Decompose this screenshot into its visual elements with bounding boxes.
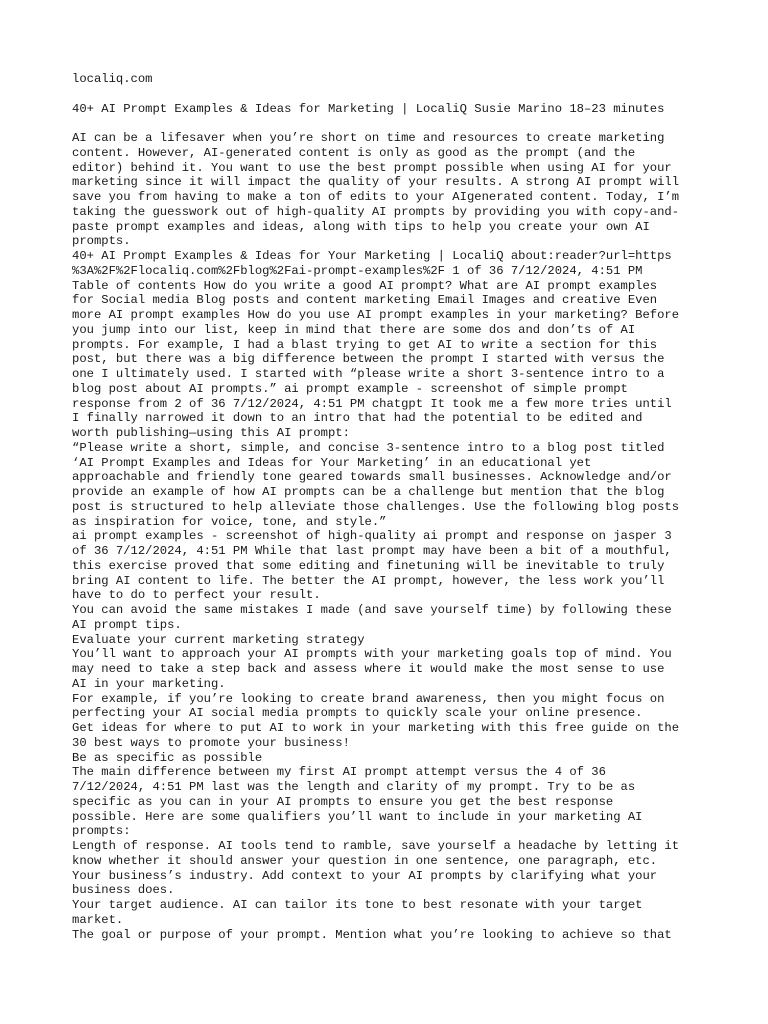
body-text-line: AI prompt tips. <box>72 617 182 632</box>
body-text-line: worth publishing—using this AI prompt: <box>72 426 350 440</box>
body-text-line: specific as you can in your AI prompts to ensure you get the best response <box>72 794 614 809</box>
body-text-line: You can avoid the same mistakes I made (and save yourself time) by following these <box>72 603 672 617</box>
article-title-line: 40+ AI Prompt Examples & Ideas for Marketing | LocaliQ Susie Marino 18–23 minutes <box>72 101 665 116</box>
body-text-line: bring AI content to life. The better the AI prompt, however, the less work you’ll <box>72 573 665 588</box>
body-text-line: taking the guesswork out of high-quality AI prompts by providing you with copy-and- <box>72 204 680 219</box>
body-text-line: Your target audience. AI can tailor its tone to best resonate with your target <box>72 898 643 912</box>
body-text-line: save you from having to make a ton of edits to your AIgenerated content. Today, I’m <box>72 190 680 204</box>
body-text-line: Get ideas for where to put AI to work in your marketing with this free guide on the <box>72 721 680 735</box>
body-text-line: as inspiration for voice, tone, and style.” <box>72 514 387 529</box>
body-text-line: prompts: <box>72 824 131 839</box>
body-text-line: post is structured to help alleviate those challenges. Use the following blog posts <box>72 499 680 514</box>
body-text-line: For example, if you’re looking to create brand awareness, then you might focus on <box>72 691 665 706</box>
body-text-line: post, but there was a big difference between the prompt I started with versus the <box>72 352 665 367</box>
body-text-line: 7/12/2024, 4:51 PM last was the length and clarity of my prompt. Try to be as <box>72 780 636 794</box>
body-text-line: one I ultimately used. I started with “please write a short 3-sentence intro to a <box>72 367 665 381</box>
body-text-line: approachable and friendly tone geared towards small businesses. Acknowledge and/or <box>72 470 672 485</box>
body-text-line: prompts. For example, I had a blast trying to get AI to write a section for this <box>72 337 658 352</box>
body-text-line: The goal or purpose of your prompt. Mention what you’re looking to achieve so that <box>72 927 672 942</box>
body-text-line: I finally narrowed it down to an intro that had the potential to be edited and <box>72 411 643 426</box>
body-text-line: possible. Here are some qualifiers you’ll want to include in your marketing AI <box>72 809 643 824</box>
body-text-line: blog post about AI prompts.” ai prompt example - screenshot of simple prompt <box>72 381 628 396</box>
article-body <box>72 131 702 942</box>
body-text-line: The main difference between my first AI prompt attempt versus the 4 of 36 <box>72 765 606 780</box>
body-text-line: may need to take a step back and assess where it would make the most sense to use <box>72 662 665 676</box>
body-text-line: You’ll want to approach your AI prompts with your marketing goals top of mind. You <box>72 647 672 662</box>
body-text-line: paste prompt examples and ideas, along with tips to help you create your own AI <box>72 219 650 234</box>
body-text-line: AI in your marketing. <box>72 676 226 691</box>
body-text-line: AI can be a lifesaver when you’re short on time and resources to create marketing <box>72 131 665 145</box>
body-text-line: more AI prompt examples How do you use AI prompt examples in your marketing? Before <box>72 308 680 322</box>
body-text-line: editor) behind it. You want to use the best prompt possible when using AI for your <box>72 160 672 175</box>
document-page <box>72 72 702 942</box>
body-text-line: for Social media Blog posts and content marketing Email Images and creative Even <box>72 293 658 308</box>
body-text-line: prompts. <box>72 234 131 249</box>
body-text-line: 40+ AI Prompt Examples & Ideas for Your Marketing | LocaliQ about:reader?url=https <box>72 249 672 263</box>
body-text-line: provide an example of how AI prompts can be a challenge but mention that the blog <box>72 485 665 499</box>
body-text-line: have to do to perfect your result. <box>72 588 321 603</box>
body-text-line: know whether it should answer your question in one sentence, one paragraph, etc. <box>72 853 658 868</box>
body-text-line: marketing since it will impact the quality of your results. A strong AI prompt will <box>72 175 680 190</box>
body-text-line: Your business’s industry. Add context to your AI prompts by clarifying what your <box>72 868 658 883</box>
body-text-line: market. <box>72 912 124 927</box>
body-text-line: “Please write a short, simple, and concise 3-sentence intro to a blog post titled <box>72 440 665 455</box>
body-text-line: ai prompt examples - screenshot of high-quality ai prompt and response on jasper 3 <box>72 529 672 544</box>
body-text-line: %3A%2F%2Flocaliq.com%2Fblog%2Fai-prompt-examples%2F 1 of 36 7/12/2024, 4:51 PM <box>72 263 643 278</box>
body-text-line: business does. <box>72 883 175 898</box>
site-domain: localiq.com <box>72 72 153 86</box>
body-text-line: perfecting your AI social media prompts to quickly scale your online presence. <box>72 706 643 721</box>
spacer <box>72 87 702 102</box>
body-text-line: 30 best ways to promote your business! <box>72 735 350 750</box>
body-text-line: response from 2 of 36 7/12/2024, 4:51 PM chatgpt It took me a few more tries until <box>72 396 672 411</box>
body-text-line: Length of response. AI tools tend to ramble, save yourself a headache by letting it <box>72 839 680 853</box>
body-text-line: Table of contents How do you write a good AI prompt? What are AI prompt examples <box>72 278 658 293</box>
body-text-line: this exercise proved that some editing and finetuning will be inevitable to truly <box>72 558 665 573</box>
body-text-line: Be as specific as possible <box>72 750 263 765</box>
body-text-line: Evaluate your current marketing strategy <box>72 632 365 647</box>
body-text-line: content. However, AI-generated content is only as good as the prompt (and the <box>72 145 636 160</box>
body-text-line: of 36 7/12/2024, 4:51 PM While that last prompt may have been a bit of a mouthful, <box>72 544 672 558</box>
body-text-line: you jump into our list, keep in mind that there are some dos and don’ts of AI <box>72 322 636 337</box>
spacer <box>72 116 702 131</box>
body-text-line: ‘AI Prompt Examples and Ideas for Your Marketing’ in an educational yet <box>72 455 592 470</box>
